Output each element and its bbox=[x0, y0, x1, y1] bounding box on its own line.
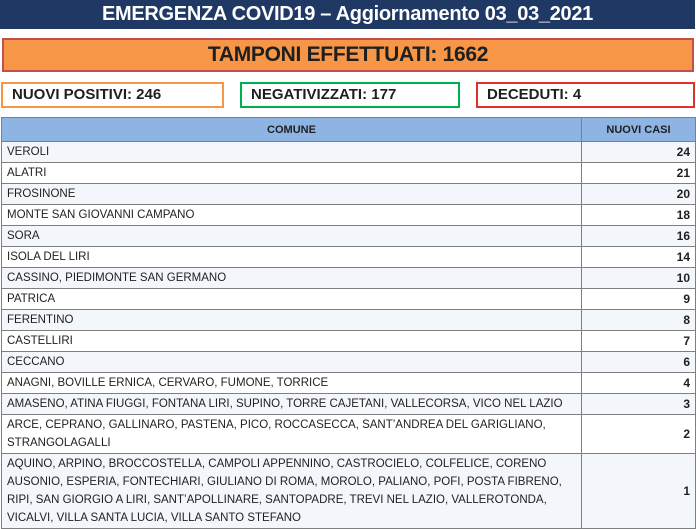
nuovi-positivi-box: NUOVI POSITIVI: 246 bbox=[1, 82, 224, 108]
column-header-comune: COMUNE bbox=[2, 118, 582, 142]
comune-cell: CECCANO bbox=[2, 352, 582, 373]
tamponi-banner: TAMPONI EFFETTUATI: 1662 bbox=[2, 38, 694, 72]
column-header-nuovi-casi: NUOVI CASI bbox=[582, 118, 696, 142]
table-row bbox=[2, 268, 696, 289]
comune-cell: ISOLA DEL LIRI bbox=[2, 247, 582, 268]
table-row bbox=[2, 352, 696, 373]
table-row bbox=[2, 247, 696, 268]
nuovi-casi-cell: 14 bbox=[582, 247, 696, 268]
page-title: EMERGENZA COVID19 – Aggiornamento 03_03_2021 bbox=[0, 0, 695, 29]
table-row bbox=[2, 310, 696, 331]
nuovi-casi-cell: 2 bbox=[582, 415, 696, 454]
comune-cell: ANAGNI, BOVILLE ERNICA, CERVARO, FUMONE, TORRICE bbox=[2, 373, 582, 394]
table-row bbox=[2, 331, 696, 352]
nuovi-casi-cell: 18 bbox=[582, 205, 696, 226]
table-row bbox=[2, 184, 696, 205]
nuovi-casi-cell: 10 bbox=[582, 268, 696, 289]
deceduti-box: DECEDUTI: 4 bbox=[476, 82, 695, 108]
nuovi-casi-cell: 20 bbox=[582, 184, 696, 205]
nuovi-casi-cell: 24 bbox=[582, 142, 696, 163]
comune-cell: ALATRI bbox=[2, 163, 582, 184]
table-header-row bbox=[2, 118, 696, 142]
table-row bbox=[2, 226, 696, 247]
nuovi-casi-cell: 9 bbox=[582, 289, 696, 310]
nuovi-casi-cell: 4 bbox=[582, 373, 696, 394]
table-row bbox=[2, 289, 696, 310]
nuovi-casi-cell: 1 bbox=[582, 454, 696, 529]
comune-cell: FROSINONE bbox=[2, 184, 582, 205]
cases-table-container bbox=[1, 117, 695, 529]
nuovi-casi-cell: 7 bbox=[582, 331, 696, 352]
comune-cell: ARCE, CEPRANO, GALLINARO, PASTENA, PICO, ROCCASECCA, SANT’ANDREA DEL GARIGLIANO, STRANGOLAGALLI bbox=[2, 415, 582, 454]
table-row bbox=[2, 163, 696, 184]
nuovi-casi-cell: 8 bbox=[582, 310, 696, 331]
table-row bbox=[2, 415, 696, 454]
table-row bbox=[2, 205, 696, 226]
table-body bbox=[2, 142, 696, 529]
comune-cell: CASTELLIRI bbox=[2, 331, 582, 352]
comune-cell: AMASENO, ATINA FIUGGI, FONTANA LIRI, SUPINO, TORRE CAJETANI, VALLECORSA, VICO NEL LAZIO bbox=[2, 394, 582, 415]
comune-cell: VEROLI bbox=[2, 142, 582, 163]
comune-cell: FERENTINO bbox=[2, 310, 582, 331]
negativizzati-box: NEGATIVIZZATI: 177 bbox=[240, 82, 460, 108]
table-row bbox=[2, 142, 696, 163]
comune-cell: CASSINO, PIEDIMONTE SAN GERMANO bbox=[2, 268, 582, 289]
nuovi-casi-cell: 16 bbox=[582, 226, 696, 247]
table-row bbox=[2, 454, 696, 529]
table-row bbox=[2, 394, 696, 415]
comune-cell: MONTE SAN GIOVANNI CAMPANO bbox=[2, 205, 582, 226]
nuovi-casi-cell: 21 bbox=[582, 163, 696, 184]
cases-table bbox=[1, 117, 696, 529]
comune-cell: SORA bbox=[2, 226, 582, 247]
comune-cell: AQUINO, ARPINO, BROCCOSTELLA, CAMPOLI APPENNINO, CASTROCIELO, COLFELICE, CORENO AUSONIO, ESPERIA, FONTECHIARI, GIULIANO DI ROMA, MOROLO, PALIANO, POFI, POSTA FIBRENO, RIPI, SAN GIORGIO A LIRI, SANT’APOLLINARE, SANTOPADRE, TREVI NEL LAZIO, VALLEROTONDA, VICALVI, VILLA SANTA LUCIA, VILLA SANTO STEFANO bbox=[2, 454, 582, 529]
comune-cell: PATRICA bbox=[2, 289, 582, 310]
nuovi-casi-cell: 6 bbox=[582, 352, 696, 373]
nuovi-casi-cell: 3 bbox=[582, 394, 696, 415]
table-row bbox=[2, 373, 696, 394]
